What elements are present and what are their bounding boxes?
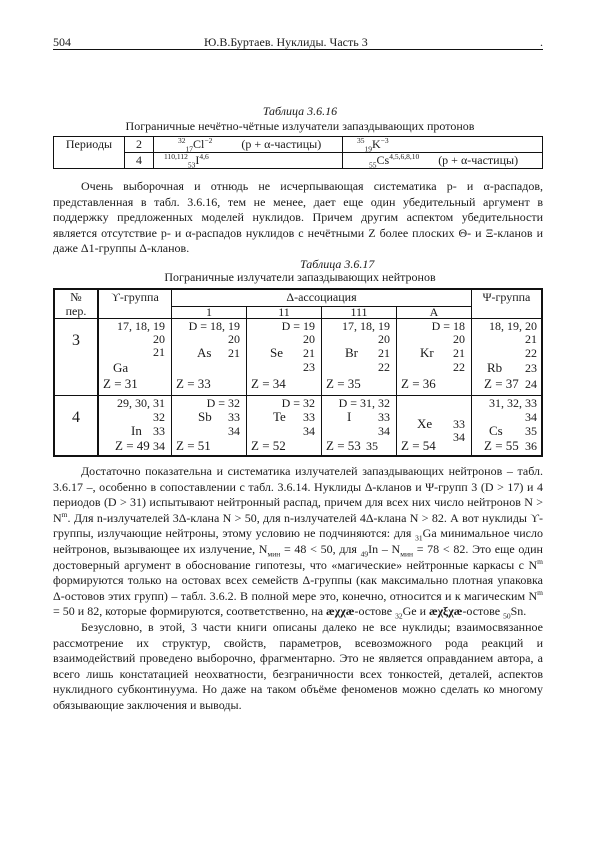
neutron-number: 35 <box>525 424 537 438</box>
neutron-number: 21 <box>453 346 465 360</box>
neutron-number: 21 <box>303 346 315 360</box>
neutron-numbers: 17, 18, 19 <box>117 319 165 333</box>
element-symbol: Se <box>270 345 283 360</box>
neutron-numbers: D = 19 <box>281 319 315 333</box>
element-symbol: Sb <box>198 409 212 424</box>
table16-title: Пограничные нечётно-чётные излучатели запаздывающих протонов <box>125 119 475 133</box>
neutron-number: 33 <box>228 410 240 424</box>
z-value: Z = 55 <box>484 438 519 453</box>
neutron-numbers: D = 18 <box>431 319 465 333</box>
element-symbol: Cs <box>489 423 503 438</box>
neutron-numbers: 29, 30, 31 <box>117 396 165 410</box>
neutron-numbers: D = 18, 19 <box>188 319 240 333</box>
paragraph-1 <box>53 179 543 257</box>
z-value: Z = 35 <box>326 376 361 391</box>
element-symbol: Xe <box>417 416 433 431</box>
neutron-number: 23 <box>525 361 537 375</box>
element-symbol: In <box>131 423 142 438</box>
neutron-number: 21 <box>153 345 165 359</box>
element-symbol: Br <box>345 345 358 360</box>
table16-cell: $^{32}_{17}Cl^{-2}$ (p + α-частицы) <box>154 137 343 153</box>
neutron-numbers: 18, 19, 20 <box>489 319 537 333</box>
divider <box>321 306 322 455</box>
element-symbol: Ga <box>113 360 129 375</box>
header-sub-1: 1 <box>206 305 212 319</box>
table17-label: Таблица 3.6.17 <box>300 257 375 271</box>
paragraph-3-text: Безусловно, в этой, 3 части книги описаны далеко не все нуклиды; взаимосвязанное рассмотрение их структур, свойств, параметров, всевозможного рода реакций и взаимодействий проведено выборочно, фрагментарно. Это не является оправданием автора, а всего лишь констатацией неохватности, безграничности всех тонкостей, деталей, аспектов нуклидного субконтинуума. Но даже на таком объёме феноменов можно сделать ко многому обязывающие заключения и выводы. <box>53 619 543 712</box>
divider <box>396 306 397 455</box>
header-sub-111: 111 <box>350 305 368 319</box>
neutron-number: 20 <box>378 332 390 346</box>
decay-note: (p + α-частицы) <box>438 153 519 167</box>
neutron-number: 34 <box>303 424 315 438</box>
element-symbol: Te <box>273 409 286 424</box>
neutron-number: 24 <box>525 377 537 391</box>
table16-cell: $^{35}_{19}K^{-3}$ <box>343 137 543 153</box>
header-sub-11: 11 <box>278 305 290 319</box>
header-num: № <box>70 290 82 304</box>
z-value: Z = 37 <box>484 376 519 391</box>
z-value: Z = 49 <box>115 438 150 453</box>
header-period: пер. <box>65 304 87 318</box>
neutron-number: 34 <box>378 424 390 438</box>
element-symbol: I <box>347 409 352 424</box>
book-title: Ю.В.Буртаев. Нуклиды. Часть 3 <box>204 35 368 49</box>
element-symbol: Kr <box>420 345 434 360</box>
header-sub-a: A <box>429 305 439 319</box>
neutron-number: 21 <box>228 346 240 360</box>
z-value: Z = 52 <box>251 438 286 453</box>
divider <box>246 306 247 455</box>
period-4: 4 <box>72 409 80 426</box>
paragraph-1-text: Очень выборочная и отнюдь не исчерпывающая систематика p- и α-распадов, представленная в табл. 3.6.16, тем не менее, дает еще один убедительный аргумент в поддержку предложенных моделей нуклидов. Причем другим аспектом убедительности является отсутствие p- и α-распадов нуклидов с нечётными Z более плоских Θ- и Ξ-кланов и даже Δ1-группы Δ-кланов. <box>53 179 543 256</box>
divider <box>471 290 472 455</box>
running-header <box>53 34 543 50</box>
neutron-number: 33 <box>153 424 165 438</box>
neutron-number: 21 <box>525 332 537 346</box>
table16 <box>53 136 543 169</box>
neutron-numbers: D = 31, 32 <box>338 396 390 410</box>
neutron-number: 32 <box>153 410 165 424</box>
neutron-number: 33 <box>378 410 390 424</box>
z-value: Z = 53 <box>326 438 361 453</box>
z-value: Z = 34 <box>251 376 286 391</box>
table16-row <box>54 153 543 169</box>
header-trailing-dot: . <box>540 35 543 49</box>
z-value: Z = 31 <box>103 376 138 391</box>
neutron-number: 20 <box>453 332 465 346</box>
neutron-numbers: 31, 32, 33 <box>489 396 537 410</box>
table16-row <box>54 137 543 153</box>
decay-note: (p + α-частицы) <box>241 137 322 151</box>
table16-cell: $_{55}$Cs$^{4,5,6,8,10}$ (p + α-частицы) <box>343 153 543 169</box>
neutron-numbers: D = 32 <box>206 396 240 410</box>
neutron-number: 22 <box>525 346 537 360</box>
z-value: Z = 36 <box>401 376 436 391</box>
neutron-number: 34 <box>453 430 465 444</box>
neutron-number: 33 <box>303 410 315 424</box>
neutron-numbers: D = 32 <box>281 396 315 410</box>
paragraph-2-text: Достаточно показательна и систематика излучателей запаздывающих нейтронов – табл. 3.6.17 –, особенно в сопоставлении с табл. 3.6.14. Нуклиды Δ-кланов и Ψ-групп 3 (D > 17) и 4 периодов (D > 31) испытывают нейтронный распад, причем для всех них число нейтронов $N > N^m$. Для n-излучателей 3Δ-клана N > 50, для n-излучателей 4Δ-клана N > 82. А вот нуклиды ϒ-группы, излучающие нейтроны, этому условию не подчиняются: для $_{31}$Ga минимальное число нейтронов, вызывающее их излучение, $N_{мин} = 48 < 50$, для $_{49}In - N_{мин} = 78 < 82$. Это еще один достоверный аргумент в обоснование гипотезы, что «магические» нейтронные каркасы с $N^m$ формируются только на остовах всех семейств Δ-группы (как максимально плотная упаковка Δ-остовов этих групп) – табл. 3.6.2. В полной мере это, конечно, относится и к магическим $N^m = 50$ и 82, которые формируются, соответственно, на æχχæ-остове $_{32}$Ge и æχξχæ-остове $_{50}$Sn. <box>53 464 543 621</box>
neutron-number: 20 <box>153 332 165 346</box>
neutron-number: 34 <box>153 439 165 453</box>
neutron-number: 35 <box>366 439 378 453</box>
neutron-number: 21 <box>378 346 390 360</box>
table16-period: 2 <box>125 137 154 153</box>
neutron-number: 34 <box>228 424 240 438</box>
table17 <box>53 288 543 457</box>
table16-label: Таблица 3.6.16 <box>262 104 338 118</box>
neutron-numbers: 17, 18, 19 <box>342 319 390 333</box>
neutron-number: 20 <box>228 332 240 346</box>
neutron-number: 36 <box>525 439 537 453</box>
neutron-number: 20 <box>303 332 315 346</box>
neutron-number: 33 <box>453 417 465 431</box>
neutron-number: 23 <box>303 360 315 374</box>
element-symbol: Rb <box>487 360 503 375</box>
table16-row-header: Периоды <box>54 137 125 169</box>
element-symbol: As <box>197 345 212 360</box>
neutron-number: 22 <box>378 360 390 374</box>
paragraph-2 <box>53 464 543 714</box>
z-value: Z = 54 <box>401 438 436 453</box>
page-number: 504 <box>53 35 71 49</box>
table17-title: Пограничные излучатели запаздывающих нейтронов <box>164 270 436 284</box>
header-psi-group: Ψ-группа <box>482 290 531 304</box>
header-upsilon-group: ϒ-группа <box>111 290 159 304</box>
period-3: 3 <box>72 332 80 349</box>
table16-cell: $^{110,112}_{53}I^{4,6}$ <box>154 153 343 169</box>
z-value: Z = 33 <box>176 376 211 391</box>
table16-period: 4 <box>125 153 154 169</box>
neutron-number: 34 <box>525 410 537 424</box>
header-delta-association: Δ-ассоциация <box>286 290 357 304</box>
neutron-number: 22 <box>453 360 465 374</box>
z-value: Z = 51 <box>176 438 211 453</box>
